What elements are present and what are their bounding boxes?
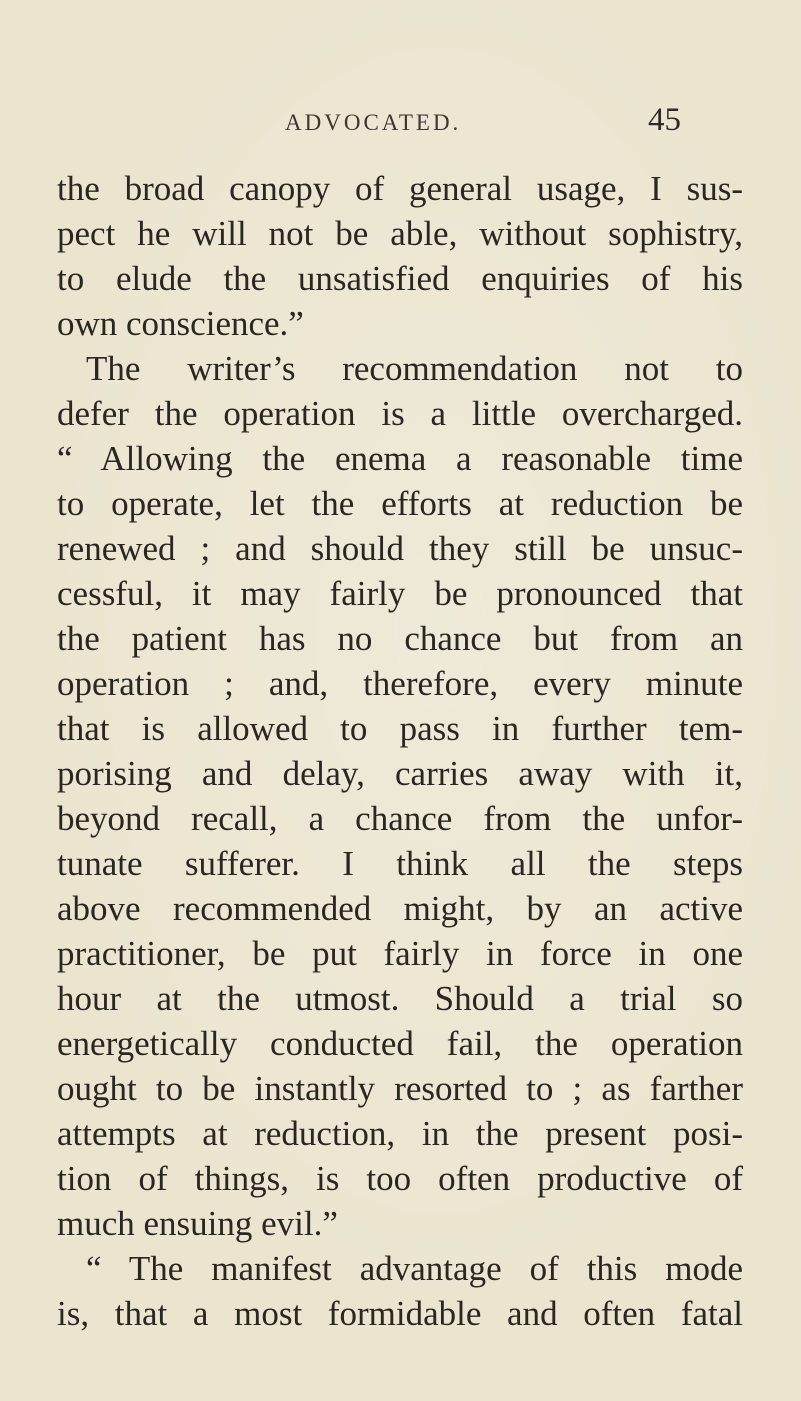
text-line: attempts at reduction, in the present posi-: [57, 1114, 743, 1153]
text-line: practitioner, be put fairly in force in one: [57, 934, 743, 973]
text-line: “ The manifest advantage of this mode: [86, 1249, 743, 1288]
text-line: hour at the utmost. Should a trial so: [57, 979, 743, 1018]
running-head: [56, 104, 756, 144]
text-line: “ Allowing the enema a reasonable time: [57, 439, 743, 478]
text-line: The writer’s recommendation not to: [86, 349, 743, 388]
running-title: ADVOCATED.: [285, 110, 462, 135]
text-line: operation ; and, therefore, every minute: [57, 664, 743, 703]
text-line: beyond recall, a chance from the unfor-: [57, 799, 743, 838]
text-line: tion of things, is too often productive of: [57, 1159, 743, 1198]
text-line: above recommended might, by an active: [57, 889, 743, 928]
text-line: pect he will not be able, without sophistry,: [57, 214, 743, 253]
text-line: to operate, let the efforts at reduction be: [57, 484, 743, 523]
text-line: to elude the unsatisfied enquiries of his: [57, 259, 743, 298]
page-number: 45: [648, 102, 681, 138]
text-line: defer the operation is a little overcharged.: [57, 394, 743, 433]
text-line: renewed ; and should they still be unsuc-: [57, 529, 743, 568]
text-line: tunate sufferer. I think all the steps: [57, 844, 743, 883]
text-line: own conscience.”: [57, 304, 304, 343]
text-line: cessful, it may fairly be pronounced that: [57, 574, 743, 613]
text-line: the patient has no chance but from an: [57, 619, 743, 658]
text-line: that is allowed to pass in further tem-: [57, 709, 743, 748]
text-line: the broad canopy of general usage, I sus-: [57, 169, 743, 208]
text-line: porising and delay, carries away with it,: [57, 754, 743, 793]
text-line: much ensuing evil.”: [57, 1204, 338, 1243]
text-line: energetically conducted fail, the operation: [57, 1024, 743, 1063]
text-line: ought to be instantly resorted to ; as farther: [57, 1069, 743, 1108]
text-line: is, that a most formidable and often fatal: [57, 1294, 743, 1333]
